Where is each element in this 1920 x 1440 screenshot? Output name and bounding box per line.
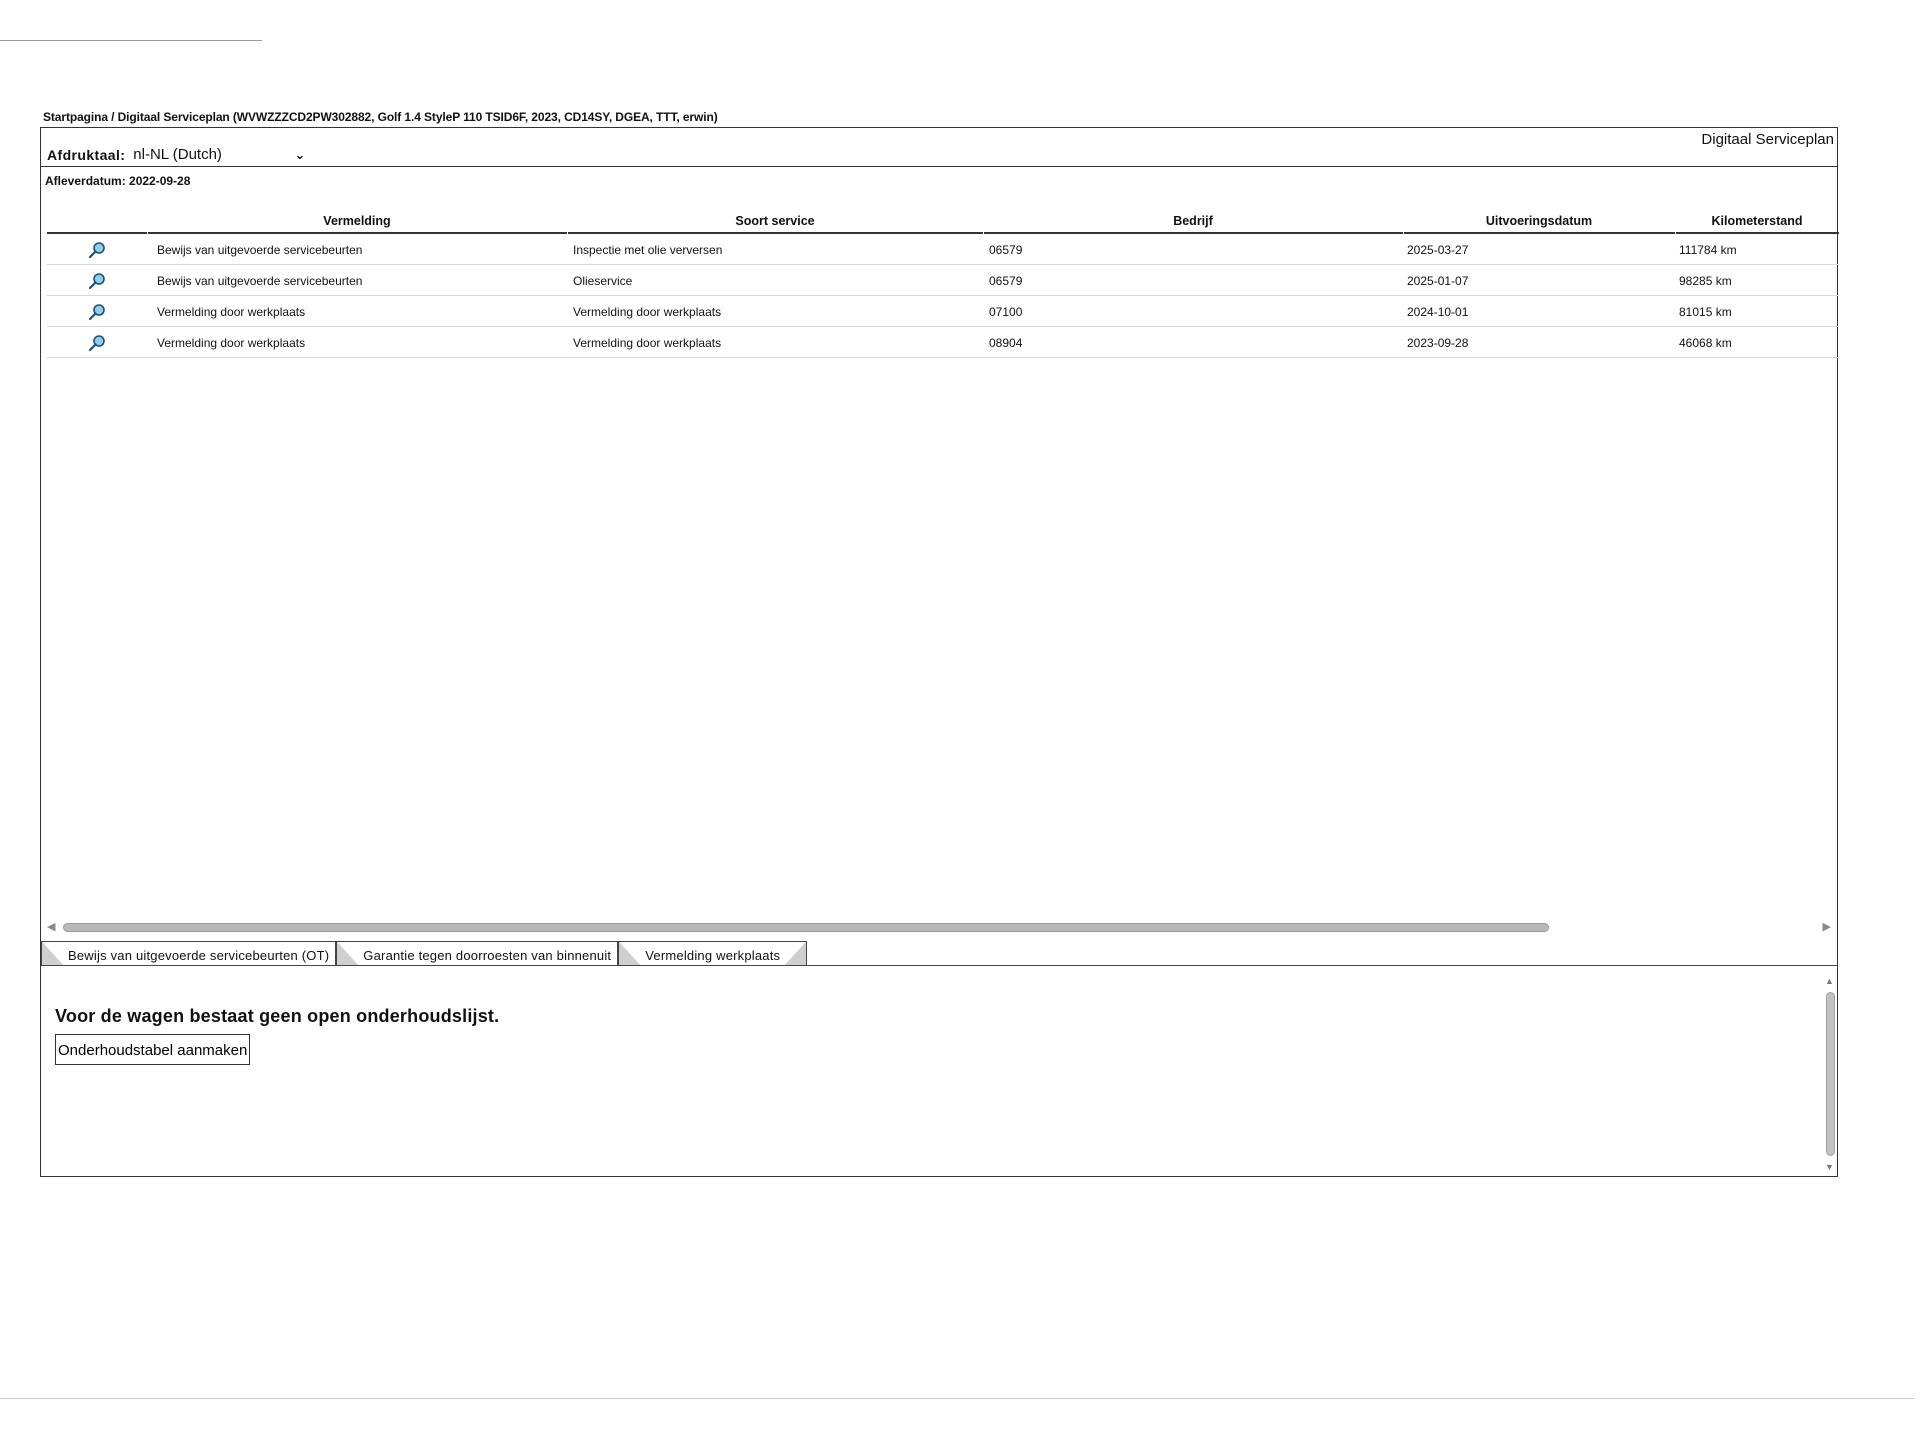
no-maintenance-list-notice: Voor de wagen bestaat geen open onderhoudslijst. <box>55 1006 500 1026</box>
horizontal-scrollbar[interactable] <box>47 920 1839 936</box>
tab-corner-decoration <box>619 942 641 966</box>
tab-corner-decoration <box>42 942 64 966</box>
cell-uitvoeringsdatum: 2023-09-28 <box>1407 336 1469 350</box>
scroll-right-icon[interactable]: ▶ <box>1822 921 1831 933</box>
cell-vermelding: Vermelding door werkplaats <box>157 305 306 319</box>
column-header-vermelding[interactable]: Vermelding <box>323 214 391 228</box>
header-divider <box>41 166 1837 167</box>
delivery-date: Afleverdatum: 2022-09-28 <box>45 174 191 188</box>
service-plan-panel <box>40 127 1838 1177</box>
column-header-soort-service[interactable]: Soort service <box>735 214 815 228</box>
chevron-down-icon: ⌄ <box>294 147 306 162</box>
cell-vermelding: Bewijs van uitgevoerde servicebeurten <box>157 243 363 257</box>
bottom-divider <box>0 1398 1914 1399</box>
column-header-bedrijf[interactable]: Bedrijf <box>1173 214 1213 228</box>
top-divider <box>0 40 262 41</box>
table-header <box>47 198 1839 234</box>
cell-kilometerstand: 46068 km <box>1679 336 1732 350</box>
scroll-left-icon[interactable]: ◀ <box>47 921 56 933</box>
scroll-up-icon[interactable]: ▲ <box>1825 976 1834 986</box>
cell-kilometerstand: 81015 km <box>1679 305 1732 319</box>
vertical-scroll-thumb[interactable] <box>1826 992 1835 1156</box>
cell-kilometerstand: 98285 km <box>1679 274 1732 288</box>
cell-vermelding: Bewijs van uitgevoerde servicebeurten <box>157 274 363 288</box>
cell-bedrijf: 07100 <box>989 305 1023 319</box>
breadcrumb: Startpagina / Digitaal Serviceplan (WVWZZZCD2PW302882, Golf 1.4 StyleP 110 TSID6F, 2023, CD14SY, DGEA, TTT, erwin) <box>43 110 718 124</box>
cell-soort-service: Inspectie met olie verversen <box>573 243 723 257</box>
cell-uitvoeringsdatum: 2024-10-01 <box>1407 305 1469 319</box>
magnifier-icon[interactable] <box>87 302 107 322</box>
tab-divider <box>41 965 1837 966</box>
cell-uitvoeringsdatum: 2025-01-07 <box>1407 274 1469 288</box>
service-history-table <box>47 198 1839 358</box>
column-header-uitvoeringsdatum[interactable]: Uitvoeringsdatum <box>1485 214 1593 228</box>
cell-soort-service: Vermelding door werkplaats <box>573 336 722 350</box>
tab-label: Bewijs van uitgevoerde servicebeurten (OT) <box>68 948 330 963</box>
magnifier-icon[interactable] <box>87 240 107 260</box>
print-language-select[interactable] <box>133 145 308 165</box>
table-row[interactable] <box>47 296 1839 327</box>
cell-bedrijf: 08904 <box>989 336 1023 350</box>
create-maintenance-table-button[interactable]: Onderhoudstabel aanmaken <box>55 1034 250 1065</box>
cell-soort-service: Vermelding door werkplaats <box>573 305 722 319</box>
table-row[interactable] <box>47 327 1839 358</box>
tab-corner-decoration <box>784 942 806 966</box>
tab-garantie-doorroesten[interactable] <box>336 941 618 965</box>
print-language-value: nl-NL (Dutch) <box>133 146 222 163</box>
tab-label: Vermelding werkplaats <box>645 948 781 963</box>
tab-corner-decoration <box>337 942 359 966</box>
tab-vermelding-werkplaats[interactable] <box>618 941 807 965</box>
scroll-down-icon[interactable]: ▼ <box>1825 1162 1834 1172</box>
panel-title: Digitaal Serviceplan <box>1701 131 1834 148</box>
cell-uitvoeringsdatum: 2025-03-27 <box>1407 243 1469 257</box>
cell-soort-service: Olieservice <box>573 274 633 288</box>
tab-label: Garantie tegen doorroesten van binnenuit <box>363 948 612 963</box>
cell-kilometerstand: 111784 km <box>1679 243 1737 257</box>
print-language-row <box>47 145 308 165</box>
vertical-scrollbar[interactable] <box>1823 976 1837 1172</box>
cell-vermelding: Vermelding door werkplaats <box>157 336 306 350</box>
column-header-kilometerstand[interactable]: Kilometerstand <box>1711 214 1803 228</box>
table-row[interactable] <box>47 265 1839 296</box>
cell-bedrijf: 06579 <box>989 243 1023 257</box>
table-row[interactable] <box>47 234 1839 265</box>
magnifier-icon[interactable] <box>87 271 107 291</box>
print-language-label: Afdruktaal: <box>47 147 126 163</box>
tab-bar <box>41 941 807 965</box>
horizontal-scroll-thumb[interactable] <box>63 923 1549 932</box>
tab-bewijs-servicebeurten[interactable] <box>41 941 336 965</box>
magnifier-icon[interactable] <box>87 333 107 353</box>
cell-bedrijf: 06579 <box>989 274 1023 288</box>
